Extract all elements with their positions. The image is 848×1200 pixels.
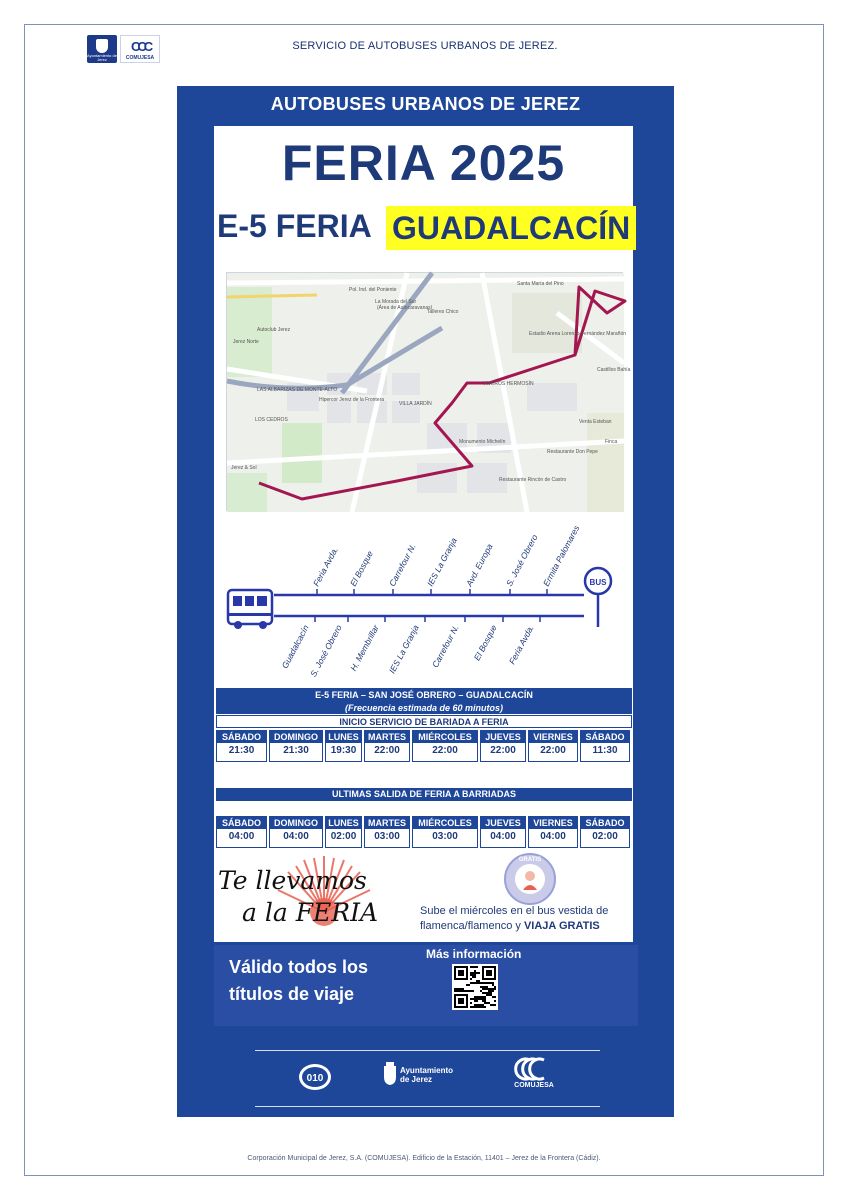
- crest-icon: [382, 1062, 398, 1086]
- stop-top-label: El Bosque: [347, 549, 375, 588]
- timetable-cell: [528, 730, 578, 762]
- timetable-time: 22:00: [374, 745, 400, 756]
- phone-010-label: 010: [306, 1073, 324, 1084]
- timetable-cell: [325, 816, 362, 848]
- timetable-cell: [412, 730, 478, 762]
- timetable-time: 11:30: [592, 745, 618, 756]
- footer-separator: [255, 1050, 600, 1051]
- timetable-section2-row: [216, 816, 632, 848]
- promo-text-body: Sube el miércoles en el bus vestida de flamenca/flamenco y: [420, 905, 609, 932]
- route-diagram-svg: [214, 515, 633, 695]
- timetable-time: 02:00: [330, 831, 357, 842]
- line-title: [214, 204, 633, 252]
- timetable-frequency: (Frecuencia estimada de 60 minutos): [216, 702, 632, 714]
- validity-line1: Válido todos los: [229, 957, 369, 977]
- stop-bottom-label: Carrefour N.: [429, 623, 461, 670]
- map-label: Talleres Chico: [427, 309, 459, 315]
- timetable-time: 19:30: [330, 745, 357, 756]
- timetable-cell: [364, 816, 410, 848]
- timetable-cell: [480, 730, 526, 762]
- timetable-time: 04:00: [228, 831, 255, 842]
- poster-brand: AUTOBUSES URBANOS DE JEREZ: [270, 94, 581, 114]
- bus-icon: [228, 590, 272, 629]
- timetable-cell: [580, 730, 630, 762]
- comujesa-logo: [120, 35, 160, 63]
- timetable-day: VIERNES: [529, 817, 577, 829]
- map-label: Finca: [605, 439, 618, 445]
- comujesa-mark-icon: CCC: [131, 39, 151, 54]
- map-label: Pol. Ind. del Poniente: [349, 287, 397, 293]
- map-label: Autoclub Jerez: [257, 327, 291, 333]
- promo-slogan-line1: Te llevamos: [218, 866, 367, 895]
- promo-slogan-line2: a la FERIA: [242, 898, 379, 927]
- timetable-day: SÁBADO: [581, 817, 629, 829]
- route-map-svg: [227, 273, 631, 512]
- timetable-section1-label: INICIO SERVICIO DE BARIADA A FERIA: [216, 715, 632, 728]
- timetable-day: MIÉRCOLES: [413, 731, 477, 743]
- map-label: Jerez Norte: [233, 339, 259, 345]
- timetable-day: SÁBADO: [217, 731, 266, 743]
- map-label: La Morada del Sur: [375, 299, 417, 305]
- timetable-section2-label: ULTIMAS SALIDA DE FERIA A BARRIADAS: [216, 788, 632, 801]
- gratis-badge-label: GRATIS: [518, 857, 542, 863]
- validity-text: [229, 954, 419, 1008]
- stop-bottom-label: El Bosque: [471, 623, 499, 663]
- ayuntamiento-logo: [87, 35, 117, 63]
- timetable-cell: [480, 816, 526, 848]
- stop-bottom-label: IES La Granja: [386, 623, 421, 676]
- ayuntamiento-line2: de Jerez: [400, 1075, 433, 1084]
- map-label: (Área de Autocaravanas): [377, 305, 433, 311]
- map-label: VILLA JARDÍN: [399, 401, 432, 407]
- bus-stop-icon: [585, 568, 611, 627]
- timetable-day: MARTES: [365, 731, 409, 743]
- line-destination: GUADALCACÍN: [386, 206, 636, 250]
- timetable-time: 02:00: [592, 831, 618, 842]
- ayuntamiento-logo-caption: Ayuntamiento de Jerez: [87, 53, 117, 62]
- stop-top-label: Avd. Europa: [463, 542, 495, 588]
- timetable-time: 04:00: [283, 831, 309, 842]
- stop-bottom-label: H. Membrillar: [348, 623, 381, 673]
- timetable-day: LUNES: [326, 731, 361, 743]
- timetable-cell: [269, 816, 323, 848]
- map-label: Jerez & Sol: [231, 465, 257, 471]
- footer-separator: [255, 1106, 600, 1107]
- phone-010-icon: [297, 1062, 333, 1092]
- timetable-day: DOMINGO: [270, 731, 322, 743]
- map-label: Restaurante Don Pepe: [547, 449, 598, 455]
- crest-icon: [96, 39, 108, 53]
- stop-top-label: IES La Granja: [424, 536, 459, 588]
- timetable-day: JUEVES: [481, 817, 525, 829]
- flamenca-badge-icon: [503, 852, 557, 906]
- timetable-cell: [216, 730, 267, 762]
- timetable-route-title: E-5 FERIA – SAN JOSÉ OBRERO – GUADALCACÍN: [216, 688, 632, 702]
- stop-bottom-label: Feria Avda.: [506, 623, 536, 666]
- map-label: Restaurante Rincón de Castro: [499, 477, 567, 483]
- stop-bottom-label: S. José Obrero: [308, 623, 344, 679]
- timetable-time: 03:00: [374, 831, 400, 842]
- timetable-cell: [325, 730, 362, 762]
- timetable-time: 22:00: [432, 745, 458, 756]
- timetable-time: 21:30: [228, 745, 255, 756]
- promo-text-highlight: VIAJA GRATIS: [523, 920, 600, 932]
- timetable-time: 21:30: [283, 745, 309, 756]
- stop-top-label: Carrefour N.: [386, 541, 418, 588]
- timetable-time: 04:00: [540, 831, 566, 842]
- stop-top-label: S. José Obrero: [503, 532, 540, 588]
- ayuntamiento-line1: Ayuntamiento: [400, 1066, 454, 1075]
- map-label: VIVEROS HERMOSÍN: [483, 381, 534, 387]
- timetable-day: JUEVES: [481, 731, 525, 743]
- line-code: E-5 FERIA: [217, 208, 372, 244]
- more-info-label: Más información: [426, 947, 522, 961]
- map-label: Hipercor Jerez de la Frontera: [319, 397, 385, 403]
- phone-010-logo: [297, 1062, 333, 1092]
- stop-top-label: Ermita Palomares: [540, 523, 582, 588]
- timetable-cell: [580, 816, 630, 848]
- timetable-day: SÁBADO: [581, 731, 629, 743]
- timetable-cell: [269, 730, 323, 762]
- stop-bottom-label: Guadalcacín: [279, 623, 311, 671]
- gratis-badge: [503, 852, 557, 906]
- timetable-section1-row: [216, 730, 632, 762]
- timetable-time: 22:00: [540, 745, 566, 756]
- map-label: LOS CEDROS: [255, 417, 288, 423]
- timetable-day: LUNES: [326, 817, 361, 829]
- timetable-cell: [528, 816, 578, 848]
- feria-title: FERIA 2025: [281, 135, 566, 191]
- ayuntamiento-footer-text: [400, 1066, 453, 1084]
- timetable-time: 04:00: [490, 831, 516, 842]
- map-label: Venta Esteban: [579, 419, 612, 425]
- route-map: [226, 272, 631, 511]
- timetable-cell: [412, 816, 478, 848]
- timetable-day: MIÉRCOLES: [413, 817, 477, 829]
- timetable-cell: [364, 730, 410, 762]
- map-label: Santa María del Pino: [517, 281, 564, 287]
- comujesa-logo-caption: COMUJESA: [125, 55, 155, 61]
- timetable-time: 03:00: [432, 831, 458, 842]
- timetable-time: 22:00: [490, 745, 516, 756]
- timetable-day: MARTES: [365, 817, 409, 829]
- promo-text: [420, 904, 630, 934]
- corporate-footer: Corporación Municipal de Jerez, S.A. (COMUJESA). Edificio de la Estación, 11401 – Jerez de la Frontera (Cádiz).: [247, 1155, 601, 1162]
- timetable-cell: [216, 816, 267, 848]
- map-label: Monumento Michelín: [459, 439, 506, 445]
- comujesa-mark-icon: [508, 1056, 558, 1082]
- qr-code-icon: [452, 964, 498, 1010]
- bus-stop-label: BUS: [589, 578, 607, 587]
- comujesa-footer-text: COMUJESA: [514, 1082, 554, 1089]
- timetable-day: DOMINGO: [270, 817, 322, 829]
- map-label: Estadio Arena Lorenzo Fernández Marañón: [529, 331, 627, 337]
- qr-code[interactable]: [452, 964, 498, 1010]
- timetable-day: VIERNES: [529, 731, 577, 743]
- route-diagram: [214, 515, 633, 695]
- timetable-day: SÁBADO: [217, 817, 266, 829]
- map-label: LAS ALBARIZAS DE MONTE-ALTO: [257, 387, 338, 393]
- map-label: Castillos Bahía: [597, 367, 631, 373]
- validity-line2: títulos de viaje: [229, 984, 355, 1004]
- stop-top-label: Feria Avda.: [310, 545, 340, 588]
- header-title: SERVICIO DE AUTOBUSES URBANOS DE JEREZ.: [292, 40, 558, 52]
